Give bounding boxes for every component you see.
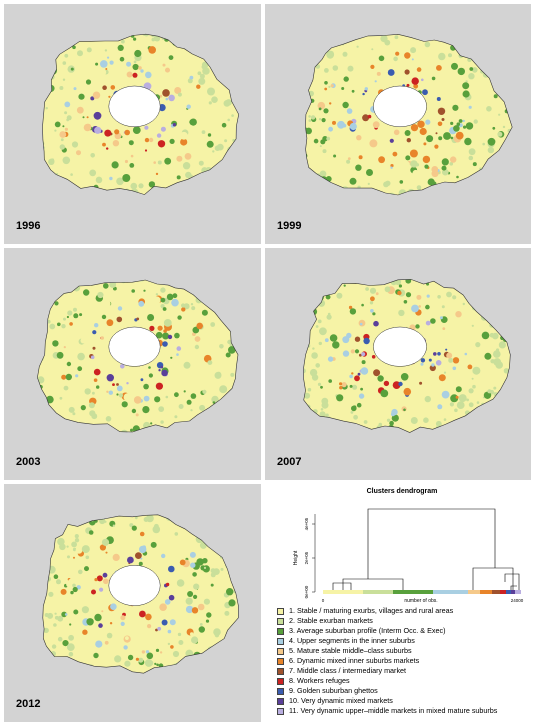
dendrogram-branches bbox=[333, 509, 519, 592]
legend-item bbox=[277, 606, 531, 616]
legend-label: 6. Dynamic mixed inner suburbs markets bbox=[289, 656, 420, 665]
legend-swatch bbox=[277, 648, 284, 655]
legend-item bbox=[277, 636, 531, 646]
legend-label: 10. Very dynamic mixed markets bbox=[289, 696, 393, 705]
map-panel-2003 bbox=[4, 248, 261, 480]
legend-label: 5. Mature stable middle–class suburbs bbox=[289, 646, 412, 655]
legend-label: 7. Middle class / intermediary market bbox=[289, 666, 407, 675]
legend-swatch bbox=[277, 618, 284, 625]
y-tick-label: 4e+05 bbox=[304, 517, 309, 531]
legend-item bbox=[277, 656, 531, 666]
legend-swatch bbox=[277, 708, 284, 715]
idf-map bbox=[4, 248, 261, 480]
map-panel-1999 bbox=[265, 4, 531, 244]
paris-blank bbox=[373, 86, 426, 127]
year-label: 1999 bbox=[277, 220, 302, 232]
year-label: 2007 bbox=[277, 456, 302, 468]
idf-map bbox=[265, 248, 531, 480]
legend-item bbox=[277, 666, 531, 676]
map-panel-2012 bbox=[4, 484, 261, 722]
legend-label: 8. Workers refuges bbox=[289, 676, 350, 685]
legend-panel bbox=[273, 484, 531, 724]
dendrogram-xlabel: number of obs. bbox=[404, 598, 438, 604]
map-panel-2007 bbox=[265, 248, 531, 480]
legend-swatch bbox=[277, 668, 284, 675]
paris-blank bbox=[109, 327, 160, 366]
legend-label: 1. Stable / maturing exurbs, villages and rural areas bbox=[289, 606, 454, 615]
legend-list bbox=[277, 606, 531, 716]
dendrogram bbox=[273, 496, 531, 614]
paris-blank bbox=[373, 327, 426, 366]
legend-item bbox=[277, 706, 531, 716]
y-tick-label: 0e+00 bbox=[304, 585, 309, 599]
legend-item bbox=[277, 626, 531, 636]
year-label: 1996 bbox=[16, 220, 41, 232]
year-label: 2012 bbox=[16, 698, 41, 710]
dendrogram-ylabel: Height bbox=[293, 550, 299, 566]
legend-label: 3. Average suburban profile (Interm Occ. & Exec) bbox=[289, 626, 446, 635]
legend-swatch bbox=[277, 678, 284, 685]
legend-swatch bbox=[277, 608, 284, 615]
legend-swatch bbox=[277, 658, 284, 665]
legend-label: 2. Stable exurban markets bbox=[289, 616, 373, 625]
dendrogram-title: Clusters dendrogram bbox=[366, 488, 438, 495]
cluster-color-bar bbox=[323, 590, 521, 594]
legend-label: 4. Upper segments in the inner suburbs bbox=[289, 636, 415, 645]
y-tick-label: 2e+05 bbox=[304, 551, 309, 565]
legend-swatch bbox=[277, 688, 284, 695]
legend-item bbox=[277, 676, 531, 686]
legend-label: 9. Golden suburban ghettos bbox=[289, 686, 378, 695]
legend-swatch bbox=[277, 638, 284, 645]
x-tick-label: 24000 bbox=[510, 598, 524, 603]
legend-swatch bbox=[277, 628, 284, 635]
legend-label: 11. Very dynamic upper–middle markets in mixed mature suburbs bbox=[289, 706, 498, 715]
x-tick-label: 0 bbox=[321, 598, 325, 603]
paris-blank bbox=[109, 565, 160, 605]
year-label: 2003 bbox=[16, 456, 41, 468]
legend-item bbox=[277, 616, 531, 626]
legend-item bbox=[277, 696, 531, 706]
idf-map bbox=[4, 4, 261, 244]
legend-item bbox=[277, 646, 531, 656]
legend-swatch bbox=[277, 698, 284, 705]
idf-map bbox=[265, 4, 531, 244]
paris-blank bbox=[109, 86, 160, 127]
map-panel-1996 bbox=[4, 4, 261, 244]
idf-map bbox=[4, 484, 261, 722]
legend-item bbox=[277, 686, 531, 696]
